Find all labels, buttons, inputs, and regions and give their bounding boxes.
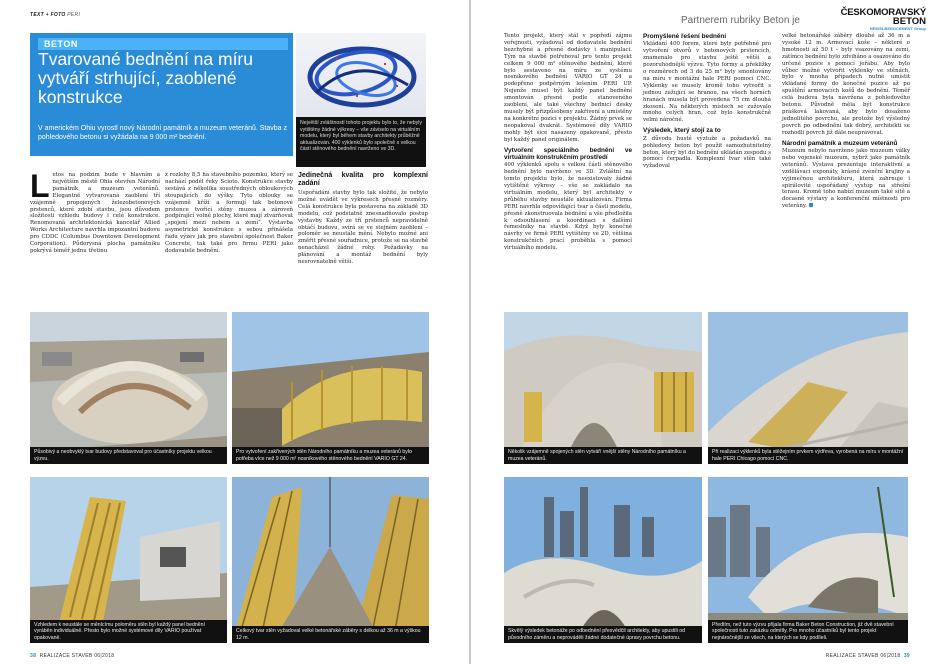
photo-niche-formwork — [708, 312, 908, 464]
article-lead: V americkém Ohiu vyrostl nový Národní památník a muzeum veteránů. Stavba z pohledového betonu si vyžádala na 9 000 m² bednění. — [38, 125, 287, 141]
photo-caption-2: Pro vytvoření zakřivených stěn Národního památníku a muzea veteránů bylo potřeba více než 9 000 m² nosníkového stěnového bednění VARIO GT 24. — [232, 447, 429, 464]
3d-model-figure — [296, 33, 426, 117]
right-column-3: velké betonářské záběry dlouhé až 36 m a vysoké 12 m. Armovací koše – některé o hmotnosti až 50 t – byly vsazovány na zemi, zatímco bednění bylo zdviháno a osazováno do určené pozice s pomocí jeřábu. Aby bylo vůbec možné vytvořit výklenky ve stěnách, bylo v mnoha případech nutné umístit vkládané formy do konečné pozice až po spuštění armovacích košů do bednění. Téměř celá budova byla navržena z pohledového betonu. Původně měla být konstrukce prášková lakovaná, aby bylo dosaženo jednolitého povrchu, ale protože byl výsledný povrch po odbednění tak dobrý, architekti se rozhodli povrch již dále neupravovat. Národní památník a muzeum veteránů Muzeum nebylo navrženo jako muzeum války nebo vojenské muzeum, nýbrž jako památník veteránů. Výstava prezentuje interaktivní a vzdělávací exponáty, krásné zvenční krajiny a výjimečnou architekturu, která zahrnuje i spirálovité uspořádaný výstup na střešní terasu. Kromě toho nabízí muzeum také sítě a docasné výstavy a konferenční místnosti pro veterány. — [782, 33, 910, 210]
photo-custom-panels — [30, 477, 227, 643]
photo-caption-1: Působivý a neobvyklý tvar budovy představoval pro účastníky projektu velkou výzvu. — [30, 447, 227, 464]
article-headline: Tvarované bednění na míru vytváří strhující, zaoblené konstrukce — [38, 49, 253, 107]
photo-caption-3: Vzhledem k neustále se měnícímu poloměru stěn byl každý panel bednění vyráběn individuálně. Přesto bylo možné systémové díly VARIO používat opakovaně. — [30, 620, 227, 643]
3d-model-caption: Největší zvláštností tohoto projektu bylo to, že nebyly vytištěny žádné výkresy – vše záviselo na virtuálním modelu, který byl během stavby architekty průběžně aktualizován. 400 výklenků bylo společně s velkou částí stěnového bednění navrženo ve 3D. — [296, 117, 426, 167]
rubric-partner-label: Partnerem rubriky Beton je — [681, 15, 800, 26]
body-column-3: Jedinečná kvalita pro komplexní zadání Uspořádání stavby bylo tak složité, že nebylo možné uvádět ve výkresech přesné rozměry. Celá konstrukce byla postavena na základě 3D modelu, což podstatně znesnadňovalo postup výstavby. Každý ze tří prstenců nepravidelně obtáčí budovu, svírá se ve stejném zaoblení – poloměr se neustále mění. Nebylo možné ani změřit přesné souřadnice, protože se na stavbě nenacházel žádné rohy. Požadavky na plánování a montáž bednění byly nesrovnatelně větší. — [298, 172, 428, 266]
photo-credit: TEXT + FOTO PERI — [30, 12, 81, 18]
page-folio-right: REALIZACE STAVEB 06|2018 39 — [825, 653, 910, 659]
left-page — [0, 0, 469, 664]
sponsor-logo: ČESKOMORAVSKÝ BETON HEIDELBERGCEMENT Group — [840, 7, 926, 31]
photo-caption-8: Předtím, než tuto výzvu přijala firma Baker Beton Construction, již dvě stavební společnosti tuto zakázku odmítly. Pro mnoho účastníků byl tento projekt nejnáročnější ze všech, na kterých se kdy podíleli. — [708, 620, 908, 643]
photo-caption-6: Při realizaci výklenků byla stěžejním prvkem výdřeva, vyrobená na míru v montážní hale PERI Chicago pomocí CNC. — [708, 447, 908, 464]
subheading-virtual-formwork: Vytvoření speciálního bednění ve virtuálním konstrukčním prostředí — [504, 146, 632, 161]
drop-cap: L — [30, 168, 50, 204]
subheading-unique-quality: Jedinečná kvalita pro komplexní zadání — [298, 172, 428, 187]
right-page — [471, 0, 940, 664]
photo-connected-walls — [504, 312, 702, 464]
right-column-1: Tento projekt, který stál v popředí zájmu veřejnosti, vyžadoval od dodavatele bednění bezchybné a přesné dodávky i manipulaci. Tým na stavbě potřeboval pro tento projekt celkem 9 000 m² stěnového bednění, které bylo sestaveno na míru ze systému nosníkového bednění VARIO GT 24 a podepřeno podpěrným lešením PERI UP. Nejenže musel být každý panel bednění smontován přesně podle stanoveného zaoblení, ale také všechny bednicí desky musely být přizpůsobeny zakřivení a umístěny na konkrétní pozici v projektu. Žádný prvek se neopakoval dvakrát. Systémové díly VARIO mohly být sice nasazeny opakovaně, přesto byl každý panel originálem. Vytvoření speciálního bednění ve virtuálním konstrukčním prostředí 400 výklenků spolu s velkou částí stěnového bednění bylo navrženo ve 3D. Zvláštní na tomto projektu bylo, že neexistovaly žádné vytištěné výkresy – vše se zakládalo na virtuálním modelu, který byl architekty v průběhu stavby neustále aktualizován. Firma PERI navrhla odpovídající tvar a části modelu, přesně zkonstruovala bednění a vše předložila k odsouhlasení a koordinaci s dalšími řemeslníky na stavbě. Když byly konečné návrhy ve firmě PERI vytištěny ve 2D, většina konstrukčních prací proběhla s pomocí virtuálního modelu. — [504, 33, 632, 252]
page-folio-left: 38 REALIZACE STAVEB 06|2018 — [30, 653, 115, 659]
rubric-tag: BETON — [38, 38, 288, 50]
photo-finished-concrete — [504, 477, 702, 643]
body-column-1: Letos na podzim bude v hlavním a největším městě Ohia otevřen Národní památník a muzeum veteránů. Elegantně vytvarovaná zaoblení tří vzájemně propojených železobetonových prstenců, které zdobí stavbu, jsou důvodem složitosti vzhledu budovy i celé konstrukce. Renomovaná architektonická kancelář Allied Works Architecture navrhla impozantní budovu pro CDDC (Columbus Downtown Development Corporation). Půdorysná plocha památníku pokrývá téměř jednu třetinu — [30, 168, 160, 254]
subheading-result: Výsledek, který stojí za to — [643, 127, 721, 135]
subheading-memorial-museum: Národní památník a muzeum veteránů — [782, 139, 898, 147]
article-end-mark — [809, 203, 813, 207]
photo-caption-7: Skvělý výsledek betonáže po odbednění přesvědčil architekty, aby upustili od původního záměru a neprováděli žádné dodatečné úpravy povrchu betonu. — [504, 626, 702, 643]
right-column-2: Promyšlené řešení bednění Vkládání 400 forem, které byly potřebné pro vytvoření otvorů v betonových prstencích, znamenalo pro stavbu ještě větší a pozoruhodnější výzvu. Tyto formy a překližky o rozměrech od 3 do 25 m² byly smontovány na míru v montážní hale PERI pomocí CNC. Výklenky se musely kromě toho vytvořit s jednou zužující se hranou, na všech horních hranách musela být provedena 75 cm dlouhá zkosení. Na některých místech se zužovalo mnoho celých hran, což bylo konstrukčně velmi náročné. Výsledek, který stojí za to Z důvodu husté výztuže a požadavků na pohledový beton byl použit samozhutnitelný beton, který byl do bednění ukládán zespodu s pomocí čerpadla. Komplexní tvar stěn také vyžadoval — [643, 33, 771, 170]
photo-wall-formwork — [232, 312, 429, 464]
photo-complete-building — [708, 477, 908, 643]
photo-caption-5: Několik vzájemně spojených stěn vytváří vnější stěny Národního památníku a muzea veteránů. — [504, 447, 702, 464]
body-column-2: z rozlohy 8,5 ha stavebního pozemku, který se nachází podél řeky Scioto. Konstrukce stavby sestává z několika soustředných obloukových stoupajících do výšky. Tyto oblouky se vzájemně kříží a formují tak betonové prstence tvořící stěny muzea a zároveň podpírající volně plochy, které mají ztvárňovat „spojení mezi nebem a zemí“. Výstavba asymetrické konstrukce s sebou přinášela řadu výzev jak pro stavební společnost Baker Concrete, tak také pro firmu PERI jako dodavatele bednění. — [165, 172, 293, 254]
photo-construction-site — [30, 312, 227, 464]
photo-large-pours — [232, 477, 429, 643]
photo-caption-4: Celkový tvar stěn vyžadoval velké betonářské záběry s délkou až 36 m a výškou 12 m. — [232, 626, 429, 643]
subheading-formwork-solution: Promyšlené řešení bednění — [643, 33, 727, 40]
